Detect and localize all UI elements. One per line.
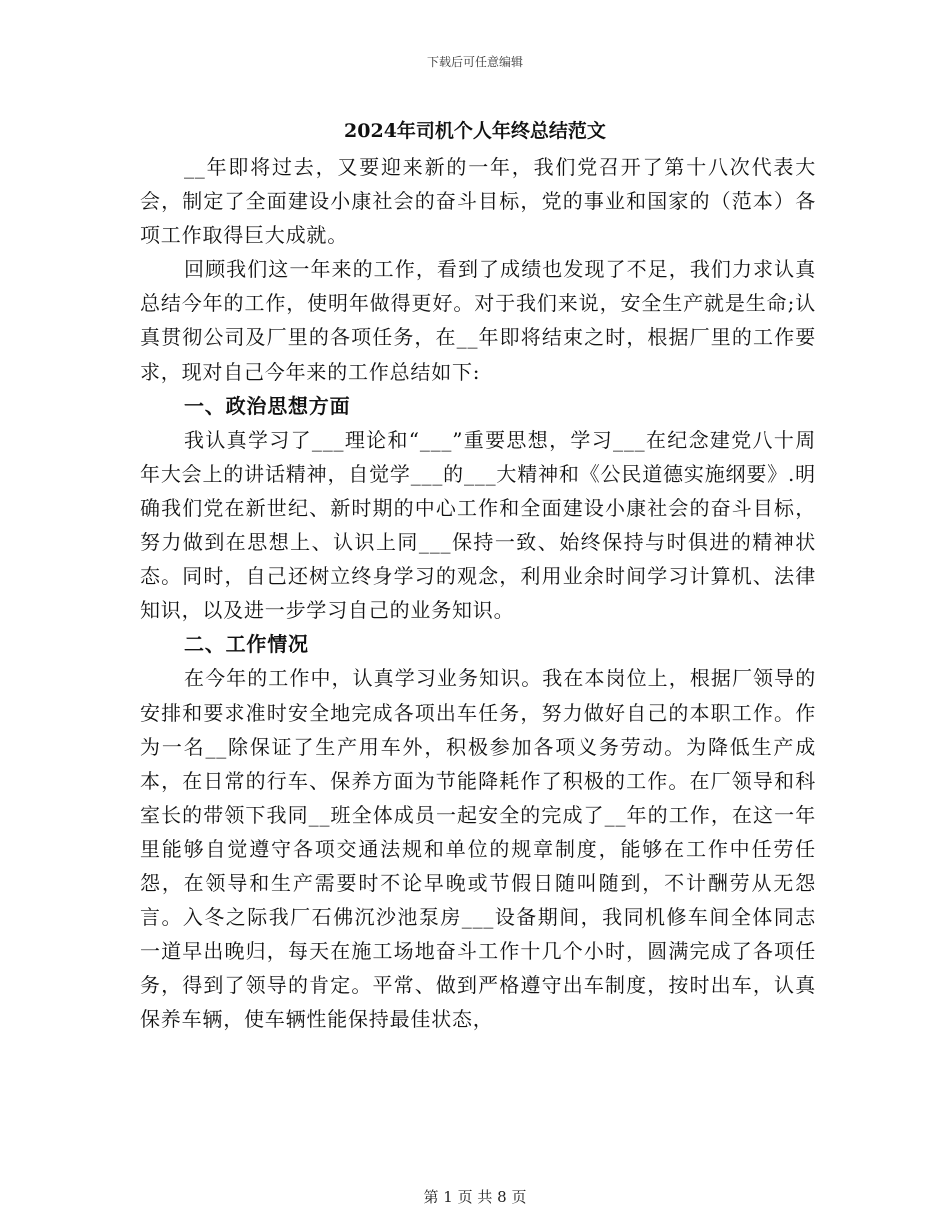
document-title: 2024年司机个人年终总结范文: [344, 120, 606, 142]
intro-paragraph-2: 回顾我们这一年来的工作，看到了成绩也发现了不足，我们力求认真总结今年的工作，使明年做得更好。对于我们来说，安全生产就是生命;认真贯彻公司及厂里的各项任务，在__年即将结束之时，根据厂里的工作要求，现对自己今年来的工作总结如下:: [140, 257, 816, 384]
section-paragraph-politics: 我认真学习了___理论和“___”重要思想，学习___在纪念建党八十周年大会上的讲话精神，自觉学___的___大精神和《公民道德实施纲要》.明确我们党在新世纪、新时期的中心工作和全面建设小康社会的奋斗目标，努力做到在思想上、认识上同___保持一致、始终保持与时俱进的精神状态。同时，自己还树立终身学习的观念，利用业余时间学习计算机、法律知识，以及进一步学习自己的业务知识。: [140, 427, 816, 623]
page-header: 下载后可任意编辑: [426, 55, 523, 69]
page-number-footer: 第 1 页 共 8 页: [423, 1188, 527, 1206]
document-body: [140, 150, 816, 1036]
intro-paragraph-1: __年即将过去，又要迎来新的一年，我们党召开了第十八次代表大会，制定了全面建设小康社会的奋斗目标，党的事业和国家的（范本）各项工作取得巨大成就。: [140, 155, 816, 248]
section-paragraph-work: 在今年的工作中，认真学习业务知识。我在本岗位上，根据厂领导的安排和要求准时安全地完成各项出车任务，努力做好自己的本职工作。作为一名__除保证了生产用车外，积极参加各项义务劳动。为降低生产成本，在日常的行车、保养方面为节能降耗作了积极的工作。在厂领导和科室长的带领下我同__班全体成员一起安全的完成了__年的工作，在这一年里能够自觉遵守各项交通法规和单位的规章制度，能够在工作中任劳任怨，在领导和生产需要时不论早晚或节假日随叫随到，不计酬劳从无怨言。入冬之际我厂石佛沉沙池泵房___设备期间，我同机修车间全体同志一道早出晚归，每天在施工场地奋斗工作十几个小时，圆满完成了各项任务，得到了领导的肯定。平常、做到严格遵守出车制度，按时出车，认真保养车辆，使车辆性能保持最佳状态，: [140, 666, 816, 1032]
section-heading-politics: 一、政治思想方面: [184, 393, 351, 418]
section-heading-work: 二、工作情况: [184, 632, 309, 657]
